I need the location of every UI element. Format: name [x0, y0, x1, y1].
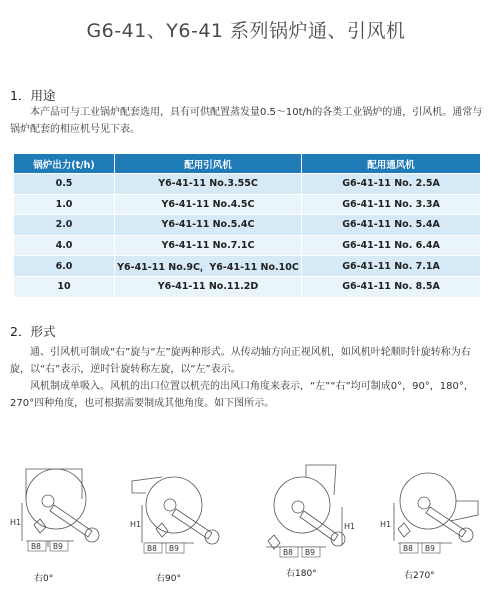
- table-header-cell: 配用通风机: [302, 154, 481, 174]
- fan-outline-drawing: [122, 455, 234, 565]
- section-heading-form: 2．形式: [10, 324, 56, 339]
- dimension-label-h1: H1: [380, 520, 392, 529]
- boiler-fan-table: [14, 154, 480, 297]
- table-row: [14, 215, 480, 236]
- table-row: [14, 276, 480, 296]
- table-row: [14, 194, 480, 215]
- table-row: [14, 256, 480, 277]
- page-title: G6-41、Y6-41 系列锅炉通、引风机: [86, 20, 406, 42]
- table-cell: G6-41-11 No. 3.3A: [302, 194, 481, 215]
- table-cell: Y6-41-11 No.11.2D: [115, 276, 302, 296]
- dimension-label-b9: B9: [169, 544, 179, 553]
- table-row: [14, 174, 480, 195]
- fan-diagram-right-180: [246, 455, 358, 565]
- table-cell: 10: [14, 276, 115, 296]
- table-cell: Y6-41-11 No.5.4C: [115, 215, 302, 236]
- fan-outline-drawing: [246, 455, 358, 565]
- dimension-label-h1: H1: [344, 522, 356, 531]
- fan-diagram-right-270: [370, 455, 488, 565]
- table-cell: Y6-41-11 No.4.5C: [115, 194, 302, 215]
- table-cell: 6.0: [14, 256, 115, 277]
- dimension-label-b9: B9: [305, 548, 315, 557]
- fan-diagram-right-0: [4, 455, 116, 565]
- section-text-use: 本产品可与工业锅炉配套选用，具有可供配置蒸发量0.5～10t/h的各类工业锅炉的通，引风机。通常与锅炉配套的相应机号见下表。: [10, 107, 483, 135]
- fan-outline-drawing: [4, 455, 116, 565]
- section-text-form-2: 风机制成单吸入。风机的出口位置以机壳的出风口角度来表示，“左”“右”均可制成0°，90°，180°，270°四种角度，也可根据需要制成其他角度。如下图所示。: [10, 381, 474, 409]
- table-row: [14, 235, 480, 256]
- table-cell: Y6-41-11 No.3.55C: [115, 174, 302, 195]
- table-cell: 0.5: [14, 174, 115, 195]
- table-header-row: [14, 154, 480, 174]
- table-cell: G6-41-11 No. 8.5A: [302, 276, 481, 296]
- table-cell: 2.0: [14, 215, 115, 236]
- dimension-label-b8: B8: [403, 544, 413, 553]
- dimension-label-h1: H1: [10, 518, 22, 527]
- diagram-caption: 右180°: [286, 569, 317, 579]
- table-cell: Y6-41-11 No.9C，Y6-41-11 No.10C: [115, 256, 302, 277]
- dimension-label-b9: B9: [425, 544, 435, 553]
- dimension-label-b8: B8: [283, 548, 293, 557]
- diagram-caption: 右270°: [404, 571, 435, 581]
- section-text-form-1: 通、引风机可制成“右”旋与“左”旋两种形式。从传动轴方向正视风机，如风机叶轮顺时针旋转称为右旋，以“右”表示，逆时针旋转称左旋，以“左”表示。: [10, 347, 471, 375]
- diagram-caption: 右0°: [34, 574, 54, 584]
- table-cell: G6-41-11 No. 7.1A: [302, 256, 481, 277]
- table-header-cell: 锅炉出力(t/h): [14, 154, 115, 174]
- diagram-caption: 右90°: [156, 574, 181, 584]
- section-heading-use: 1．用途: [10, 88, 56, 103]
- table-cell: G6-41-11 No. 2.5A: [302, 174, 481, 195]
- fan-diagram-right-90: [122, 455, 234, 565]
- dimension-label-b8: B8: [31, 542, 41, 551]
- table-cell: G6-41-11 No. 5.4A: [302, 215, 481, 236]
- table-cell: 4.0: [14, 235, 115, 256]
- table-cell: Y6-41-11 No.7.1C: [115, 235, 302, 256]
- table-header-cell: 配用引风机: [115, 154, 302, 174]
- fan-outline-drawing: [370, 455, 488, 565]
- dimension-label-h1: H1: [130, 520, 142, 529]
- dimension-label-b8: B8: [147, 544, 157, 553]
- dimension-label-b9: B9: [53, 542, 63, 551]
- table-cell: 1.0: [14, 194, 115, 215]
- table-cell: G6-41-11 No. 6.4A: [302, 235, 481, 256]
